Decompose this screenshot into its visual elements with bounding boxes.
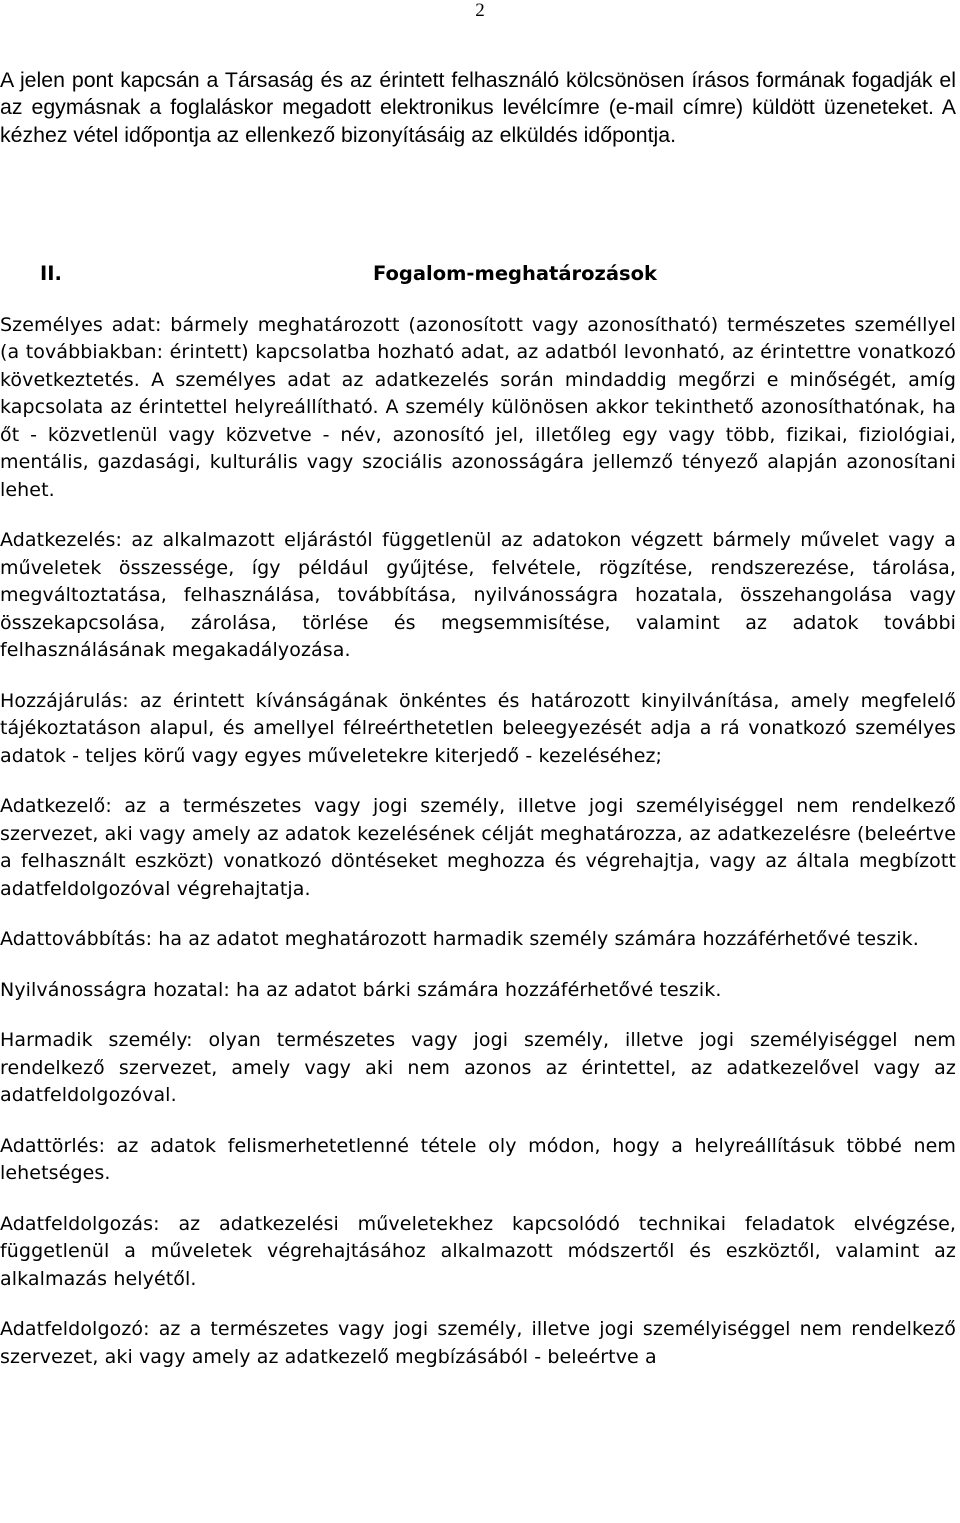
definition-paragraph: Nyilvánosságra hozatal: ha az adatot bárki számára hozzáférhetővé teszik. <box>0 978 722 1001</box>
intro-paragraph: A jelen pont kapcsán a Társaság és az érintett felhasználó kölcsönösen írásos formának fogadják el az egymásnak a foglaláskor megadott elektronikus levélcímre (e-mail címre) küldött üzeneteket. A kézhez vétel időpontja az ellenkező bizonyításáig az elküldés időpontja. <box>0 68 956 147</box>
section-title: Fogalom-meghatározások <box>372 261 658 285</box>
definition-paragraph: Adatfeldolgozó: az a természetes vagy jogi személy, illetve jogi személyiséggel nem rendelkező szervezet, aki vagy amely az adatkezelő megbízásából - beleértve a <box>0 1318 956 1368</box>
document-body <box>0 67 956 1371</box>
definition-paragraph: Adattörlés: az adatok felismerhetetlenné tétele oly módon, hogy a helyreállításuk többé nem lehetséges. <box>0 1134 956 1185</box>
definition-paragraph: Adatkezelés: az alkalmazott eljárástól függetlenül az adatokon végzett bármely művelet vagy a műveletek összessége, így például gyűjtése, felvétele, rögzítése, rendszerezése, tárolása, megváltoztatása, felhasználása, továbbítása, nyilvánosságra hozatala, összehangolása vagy összekapcsolása, zárolása, törlése és megsemmisítése, valamint az adatok további felhasználásának megakadályozása. <box>0 529 956 662</box>
definition-paragraph: Adattovábbítás: ha az adatot meghatározott harmadik személy számára hozzáférhetővé teszik. <box>0 928 919 951</box>
definition-paragraph: Hozzájárulás: az érintett kívánságának önkéntes és határozott kinyilvánítása, amely megfelelő tájékoztatáson alapul, és amellyel félreérthetetlen beleegyezését adja a rá vonatkozó személyes adatok - teljes körű vagy egyes műveletekre kiterjedő - kezeléséhez; <box>0 689 956 767</box>
page-number: 2 <box>475 0 485 21</box>
definition-paragraph: Adatkezelő: az a természetes vagy jogi személy, illetve jogi személyiséggel nem rendelkező szervezet, aki vagy amely az adatok kezelésének célját meghatározza, az adatkezelésre (beleértve a felhasznált eszközt) vonatkozó döntéseket meghozza és végrehajtja, vagy az általa megbízott adatfeldolgozóval végrehajtatja. <box>0 795 956 900</box>
section-heading <box>0 260 956 288</box>
section-number: II. <box>40 261 62 285</box>
definition-paragraph: Adatfeldolgozás: az adatkezelési műveletekhez kapcsolódó technikai feladatok elvégzése, függetlenül a műveletek végrehajtásához alkalmazott módszertől és eszköztől, valamint az alkalmazás helyétől. <box>0 1212 956 1290</box>
definition-paragraph: Személyes adat: bármely meghatározott (azonosított vagy azonosítható) természetes személlyel (a továbbiakban: érintett) kapcsolatba hozható adat, az adatból levonható, az érintettre vonatkozó következtetés. A személyes adat az adatkezelés során mindaddig megőrzi e minőségét, amíg kapcsolata az érintettel helyreállítható. A személy különösen akkor tekinthető azonosíthatónak, ha őt - közvetlenül vagy közvetve - név, azonosító jel, illetőleg egy vagy több, fizikai, fiziológiai, mentális, gazdasági, kulturális vagy szociális azonosságára jellemző tényező alapján azonosítani lehet. <box>0 313 956 501</box>
definition-paragraph: Harmadik személy: olyan természetes vagy jogi személy, illetve jogi személyiséggel nem rendelkező szervezet, amely vagy aki nem azonos az érintettel, az adatkezelővel vagy az adatfeldolgozóval. <box>0 1029 956 1107</box>
